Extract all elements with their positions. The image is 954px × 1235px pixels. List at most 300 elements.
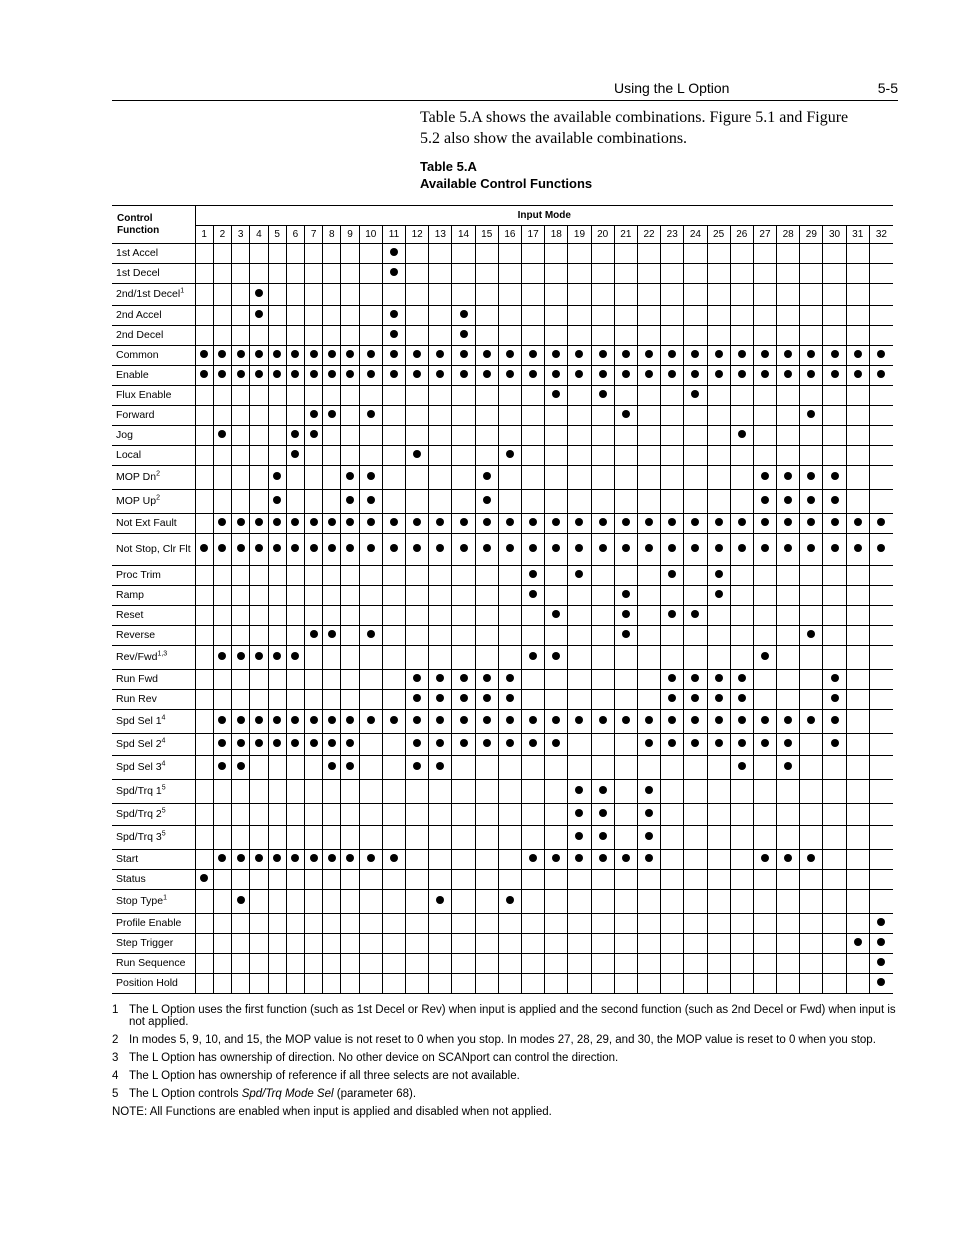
bullet-icon: [552, 370, 560, 378]
mode-cell: [323, 306, 341, 326]
bullet-icon: [506, 518, 514, 526]
mode-cell: [800, 366, 823, 386]
mode-cell: [406, 586, 429, 606]
mode-cell: [213, 366, 231, 386]
mode-cell: [591, 426, 614, 446]
mode-cell: [869, 386, 893, 406]
mode-cell: [268, 826, 286, 850]
footnote: [112, 1034, 898, 1046]
bullet-icon: [506, 694, 514, 702]
mode-cell: [429, 804, 452, 826]
table-row: [112, 566, 893, 586]
mode-cell: [382, 890, 405, 914]
mode-cell: [846, 826, 869, 850]
mode-cell: [869, 870, 893, 890]
mode-cell: [753, 974, 776, 994]
mode-cell: [753, 406, 776, 426]
mode-cell: [591, 934, 614, 954]
mode-cell: [707, 826, 730, 850]
mode-cell: [304, 514, 322, 534]
bullet-icon: [877, 544, 885, 552]
mode-cell: [359, 646, 382, 670]
bullet-icon: [483, 350, 491, 358]
bullet-icon: [273, 370, 281, 378]
mode-cell: [684, 386, 707, 406]
mode-cell: [452, 780, 475, 804]
mode-cell: [475, 606, 498, 626]
mode-cell: [869, 690, 893, 710]
mode-cell: [232, 534, 250, 566]
mode-cell: [707, 326, 730, 346]
mode-cell: [382, 586, 405, 606]
mode-cell: [475, 780, 498, 804]
mode-cell: [777, 756, 800, 780]
mode-cell: [591, 514, 614, 534]
mode-cell: [568, 264, 591, 284]
mode-cell: [730, 914, 753, 934]
mode-cell: [684, 466, 707, 490]
mode-cell: [661, 426, 684, 446]
bullet-icon: [668, 544, 676, 552]
mode-cell: [869, 514, 893, 534]
mode-cell: [591, 264, 614, 284]
mode-cell: [359, 756, 382, 780]
mode-cell: [498, 534, 521, 566]
mode-cell: [777, 446, 800, 466]
mode-cell: [268, 606, 286, 626]
mode-cell: [268, 756, 286, 780]
mode-cell: [753, 244, 776, 264]
mode-cell: [637, 306, 660, 326]
mode-cell: [268, 690, 286, 710]
mode-cell: [661, 890, 684, 914]
mode-cell: [250, 446, 268, 466]
mode-cell: [341, 670, 359, 690]
mode-cell: [846, 534, 869, 566]
mode-cell: [846, 566, 869, 586]
bullet-icon: [552, 739, 560, 747]
mode-cell: [429, 426, 452, 446]
mode-cell: [250, 426, 268, 446]
mode-cell: [730, 734, 753, 756]
mode-cell: [637, 934, 660, 954]
mode-cell: [568, 780, 591, 804]
bullet-icon: [291, 716, 299, 724]
mode-cell: [568, 386, 591, 406]
mode-cell: [777, 466, 800, 490]
mode-cell: [614, 346, 637, 366]
bullet-icon: [645, 854, 653, 862]
mode-cell: [730, 514, 753, 534]
mode-cell: [250, 606, 268, 626]
mode-cell: [498, 426, 521, 446]
table-row: [112, 850, 893, 870]
mode-cell: [475, 446, 498, 466]
mode-cell: [684, 586, 707, 606]
mode-cell: [684, 426, 707, 446]
mode-cell: [268, 534, 286, 566]
mode-cell: [250, 690, 268, 710]
mode-cell: [195, 366, 213, 386]
mode-cell: [684, 366, 707, 386]
bullet-icon: [436, 674, 444, 682]
mode-cell: [341, 974, 359, 994]
mode-cell: [382, 326, 405, 346]
mode-cell: [591, 870, 614, 890]
mode-cell: [869, 406, 893, 426]
mode-cell: [232, 366, 250, 386]
mode-cell: [800, 890, 823, 914]
mode-cell: [777, 284, 800, 306]
mode-cell: [498, 346, 521, 366]
mode-cell: [869, 426, 893, 446]
mode-cell: [753, 690, 776, 710]
table-row: [112, 734, 893, 756]
mode-cell: [304, 974, 322, 994]
table-row: [112, 646, 893, 670]
mode-cell: [213, 826, 231, 850]
bullet-icon: [255, 854, 263, 862]
mode-cell: [429, 606, 452, 626]
mode-cell: [232, 490, 250, 514]
mode-cell: [730, 244, 753, 264]
mode-cell: [323, 426, 341, 446]
bullet-icon: [506, 674, 514, 682]
mode-cell: [195, 514, 213, 534]
bullet-icon: [761, 854, 769, 862]
table-caption: [420, 158, 592, 192]
mode-cell: [452, 514, 475, 534]
mode-cell: [823, 606, 846, 626]
table-row: [112, 534, 893, 566]
mode-cell: [684, 326, 707, 346]
mode-cell: [286, 264, 304, 284]
mode-cell: [232, 606, 250, 626]
bullet-icon: [413, 694, 421, 702]
mode-cell: [568, 514, 591, 534]
mode-cell: [522, 890, 545, 914]
mode-cell: [475, 670, 498, 690]
mode-cell: [684, 534, 707, 566]
mode-cell: [268, 954, 286, 974]
function-name: Run Rev: [112, 690, 195, 710]
mode-cell: [429, 346, 452, 366]
mode-cell: [286, 804, 304, 826]
mode-cell: [614, 566, 637, 586]
mode-cell: [522, 974, 545, 994]
mode-cell: [498, 710, 521, 734]
mode-cell: [250, 326, 268, 346]
mode-cell: [268, 366, 286, 386]
mode-cell: [846, 690, 869, 710]
mode-2: 2: [213, 226, 231, 244]
mode-cell: [846, 406, 869, 426]
mode-cell: [323, 534, 341, 566]
mode-cell: [323, 780, 341, 804]
mode-cell: [684, 646, 707, 670]
mode-cell: [341, 826, 359, 850]
mode-cell: [823, 386, 846, 406]
bullet-icon: [784, 739, 792, 747]
mode-cell: [213, 514, 231, 534]
mode-cell: [452, 850, 475, 870]
mode-19: 19: [568, 226, 591, 244]
mode-cell: [304, 914, 322, 934]
mode-cell: [753, 606, 776, 626]
mode-cell: [250, 406, 268, 426]
function-name: Enable: [112, 366, 195, 386]
mode-cell: [730, 804, 753, 826]
mode-cell: [304, 366, 322, 386]
bullet-icon: [436, 762, 444, 770]
bullet-icon: [255, 739, 263, 747]
mode-cell: [753, 326, 776, 346]
mode-cell: [591, 780, 614, 804]
mode-cell: [213, 870, 231, 890]
mode-cell: [591, 490, 614, 514]
mode-cell: [498, 466, 521, 490]
mode-cell: [304, 710, 322, 734]
mode-cell: [213, 446, 231, 466]
mode-cell: [475, 804, 498, 826]
mode-cell: [341, 534, 359, 566]
mode-cell: [522, 934, 545, 954]
mode-cell: [429, 244, 452, 264]
mode-cell: [250, 914, 268, 934]
mode-cell: [614, 244, 637, 264]
bullet-icon: [738, 370, 746, 378]
mode-cell: [684, 850, 707, 870]
mode-cell: [614, 974, 637, 994]
mode-cell: [304, 386, 322, 406]
bullet-icon: [237, 762, 245, 770]
table-row: [112, 890, 893, 914]
mode-cell: [429, 756, 452, 780]
mode-cell: [268, 326, 286, 346]
mode-cell: [341, 934, 359, 954]
table-row: [112, 934, 893, 954]
mode-cell: [382, 690, 405, 710]
mode-cell: [800, 386, 823, 406]
mode-cell: [304, 326, 322, 346]
mode-cell: [591, 606, 614, 626]
mode-cell: [545, 804, 568, 826]
mode-cell: [661, 264, 684, 284]
bullet-icon: [291, 350, 299, 358]
bullet-icon: [831, 674, 839, 682]
mode-cell: [753, 566, 776, 586]
mode-cell: [475, 934, 498, 954]
bullet-icon: [715, 570, 723, 578]
mode-cell: [429, 670, 452, 690]
mode-cell: [429, 366, 452, 386]
mode-cell: [637, 670, 660, 690]
function-name: Jog: [112, 426, 195, 446]
mode-cell: [614, 466, 637, 490]
mode-cell: [323, 264, 341, 284]
bullet-icon: [575, 350, 583, 358]
mode-cell: [661, 466, 684, 490]
mode-cell: [232, 914, 250, 934]
mode-cell: [684, 670, 707, 690]
mode-cell: [637, 284, 660, 306]
mode-31: 31: [846, 226, 869, 244]
bullet-icon: [738, 716, 746, 724]
mode-cell: [268, 780, 286, 804]
mode-cell: [522, 566, 545, 586]
bullet-icon: [346, 496, 354, 504]
mode-cell: [323, 346, 341, 366]
mode-cell: [707, 974, 730, 994]
footnote-text-post: (parameter 68).: [333, 1088, 417, 1100]
bullet-icon: [390, 248, 398, 256]
mode-cell: [591, 826, 614, 850]
bullet-icon: [273, 854, 281, 862]
mode-cell: [452, 756, 475, 780]
mode-cell: [498, 670, 521, 690]
bullet-icon: [622, 518, 630, 526]
mode-cell: [545, 710, 568, 734]
bullet-icon: [367, 370, 375, 378]
mode-cell: [359, 934, 382, 954]
bullet-icon: [738, 544, 746, 552]
mode-7: 7: [304, 226, 322, 244]
footnotes: [112, 1004, 898, 1118]
mode-cell: [545, 914, 568, 934]
mode-24: 24: [684, 226, 707, 244]
mode-cell: [323, 626, 341, 646]
mode-cell: [568, 490, 591, 514]
mode-cell: [452, 804, 475, 826]
mode-cell: [684, 346, 707, 366]
mode-cell: [232, 586, 250, 606]
mode-cell: [730, 566, 753, 586]
function-name: Local: [112, 446, 195, 466]
mode-cell: [568, 734, 591, 756]
footnote-ref: 2: [156, 470, 160, 478]
mode-cell: [522, 366, 545, 386]
bullet-icon: [255, 350, 263, 358]
mode-cell: [452, 264, 475, 284]
mode-cell: [869, 346, 893, 366]
bullet-icon: [367, 544, 375, 552]
mode-cell: [730, 386, 753, 406]
mode-cell: [823, 734, 846, 756]
mode-cell: [232, 426, 250, 446]
bullet-icon: [436, 739, 444, 747]
mode-18: 18: [545, 226, 568, 244]
mode-cell: [777, 406, 800, 426]
mode-cell: [707, 446, 730, 466]
footnote-ref: 5: [161, 784, 166, 792]
mode-cell: [475, 406, 498, 426]
mode-cell: [823, 804, 846, 826]
bullet-icon: [784, 496, 792, 504]
mode-cell: [304, 850, 322, 870]
mode-cell: [545, 284, 568, 306]
bullet-icon: [831, 350, 839, 358]
mode-cell: [304, 804, 322, 826]
mode-cell: [341, 710, 359, 734]
mode-cell: [341, 514, 359, 534]
mode-cell: [522, 710, 545, 734]
mode-cell: [707, 690, 730, 710]
mode-cell: [545, 734, 568, 756]
mode-cell: [730, 954, 753, 974]
mode-cell: [250, 386, 268, 406]
mode-cell: [661, 850, 684, 870]
mode-cell: [846, 710, 869, 734]
bullet-icon: [831, 716, 839, 724]
mode-cell: [382, 826, 405, 850]
mode-cell: [213, 914, 231, 934]
mode-cell: [568, 426, 591, 446]
bullet-icon: [784, 716, 792, 724]
mode-cell: [637, 804, 660, 826]
mode-cell: [684, 734, 707, 756]
mode-cell: [522, 804, 545, 826]
mode-cell: [341, 446, 359, 466]
bullet-icon: [255, 370, 263, 378]
bullet-icon: [738, 694, 746, 702]
bullet-icon: [346, 544, 354, 552]
mode-cell: [382, 934, 405, 954]
mode-cell: [498, 690, 521, 710]
mode-cell: [568, 914, 591, 934]
bullet-icon: [291, 652, 299, 660]
bullet-icon: [668, 610, 676, 618]
mode-cell: [232, 466, 250, 490]
mode-cell: [753, 626, 776, 646]
mode-cell: [498, 780, 521, 804]
mode-cell: [753, 804, 776, 826]
bullet-icon: [200, 370, 208, 378]
mode-cell: [382, 626, 405, 646]
mode-cell: [498, 804, 521, 826]
mode-cell: [777, 870, 800, 890]
mode-cell: [268, 264, 286, 284]
mode-cell: [406, 870, 429, 890]
bullet-icon: [390, 716, 398, 724]
bullet-icon: [291, 739, 299, 747]
mode-cell: [341, 366, 359, 386]
function-name: Not Stop, Clr Flt: [112, 534, 195, 566]
bullet-icon: [831, 496, 839, 504]
table-row: [112, 710, 893, 734]
mode-cell: [406, 710, 429, 734]
mode-cell: [341, 954, 359, 974]
mode-cell: [846, 670, 869, 690]
mode-cell: [382, 284, 405, 306]
mode-cell: [304, 244, 322, 264]
mode-cell: [637, 914, 660, 934]
mode-cell: [250, 780, 268, 804]
mode-cell: [195, 646, 213, 670]
bullet-icon: [310, 630, 318, 638]
bullet-icon: [599, 786, 607, 794]
mode-cell: [777, 804, 800, 826]
mode-cell: [475, 646, 498, 670]
mode-cell: [707, 426, 730, 446]
bullet-icon: [575, 544, 583, 552]
mode-cell: [304, 586, 322, 606]
mode-cell: [195, 566, 213, 586]
mode-cell: [286, 690, 304, 710]
mode-cell: [846, 850, 869, 870]
mode-cell: [323, 934, 341, 954]
mode-cell: [869, 850, 893, 870]
mode-cell: [730, 346, 753, 366]
